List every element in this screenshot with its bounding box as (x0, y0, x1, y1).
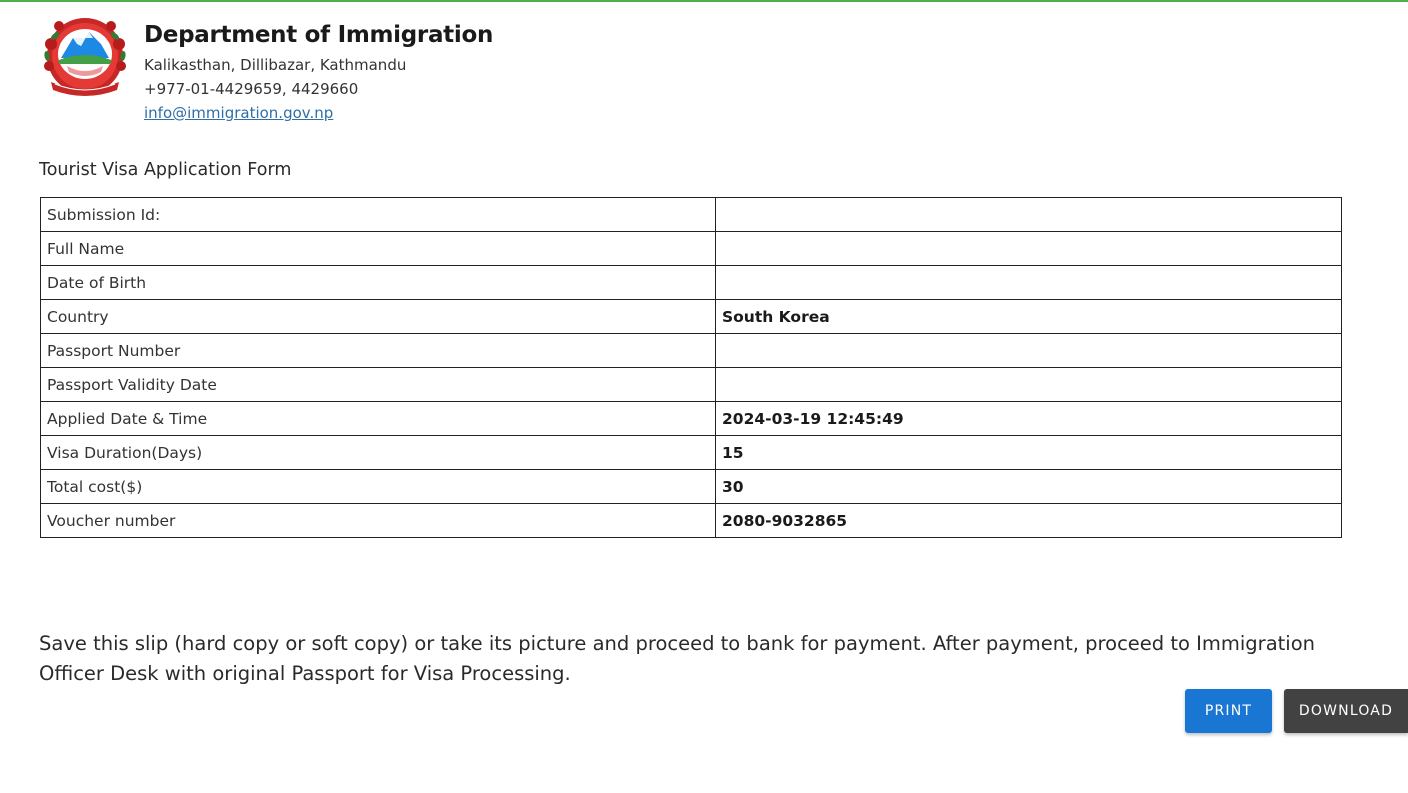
row-value: South Korea (716, 300, 1342, 334)
row-value: 2080-9032865 (716, 504, 1342, 538)
row-label: Total cost($) (41, 470, 716, 504)
row-label: Country (41, 300, 716, 334)
table-row (41, 368, 1342, 402)
table-row (41, 436, 1342, 470)
row-value: 15 (716, 436, 1342, 470)
row-value: 2024-03-19 12:45:49 (716, 402, 1342, 436)
application-details-table (40, 197, 1342, 538)
table-row (41, 402, 1342, 436)
row-label: Visa Duration(Days) (41, 436, 716, 470)
row-value (716, 266, 1342, 300)
payment-notice: Save this slip (hard copy or soft copy) or take its picture and proceed to bank for payment. After payment, proceed to Immigration Officer Desk with original Passport for Visa Processing. (39, 632, 1315, 685)
table-row (41, 334, 1342, 368)
row-value (716, 232, 1342, 266)
table-row (41, 470, 1342, 504)
row-value: 30 (716, 470, 1342, 504)
row-value (716, 334, 1342, 368)
top-accent-line (0, 0, 1408, 2)
download-button[interactable]: DOWNLOAD (1284, 689, 1408, 733)
form-title: Tourist Visa Application Form (39, 160, 292, 180)
row-label: Passport Number (41, 334, 716, 368)
row-label: Passport Validity Date (41, 368, 716, 402)
table-row (41, 504, 1342, 538)
page-header (39, 14, 493, 125)
row-label: Voucher number (41, 504, 716, 538)
table-row (41, 266, 1342, 300)
row-label: Date of Birth (41, 266, 716, 300)
department-phone: +977-01-4429659, 4429660 (144, 80, 359, 98)
row-value (716, 198, 1342, 232)
row-label: Applied Date & Time (41, 402, 716, 436)
department-title: Department of Immigration (144, 22, 494, 48)
table-row (41, 300, 1342, 334)
row-label: Submission Id: (41, 198, 716, 232)
department-email-link[interactable]: info@immigration.gov.np (144, 104, 334, 122)
row-label: Full Name (41, 232, 716, 266)
department-address: Kalikasthan, Dillibazar, Kathmandu (144, 56, 407, 74)
nepal-government-emblem-icon (39, 14, 131, 98)
row-value (716, 368, 1342, 402)
table-row (41, 198, 1342, 232)
print-button[interactable]: PRINT (1185, 689, 1272, 733)
table-row (41, 232, 1342, 266)
